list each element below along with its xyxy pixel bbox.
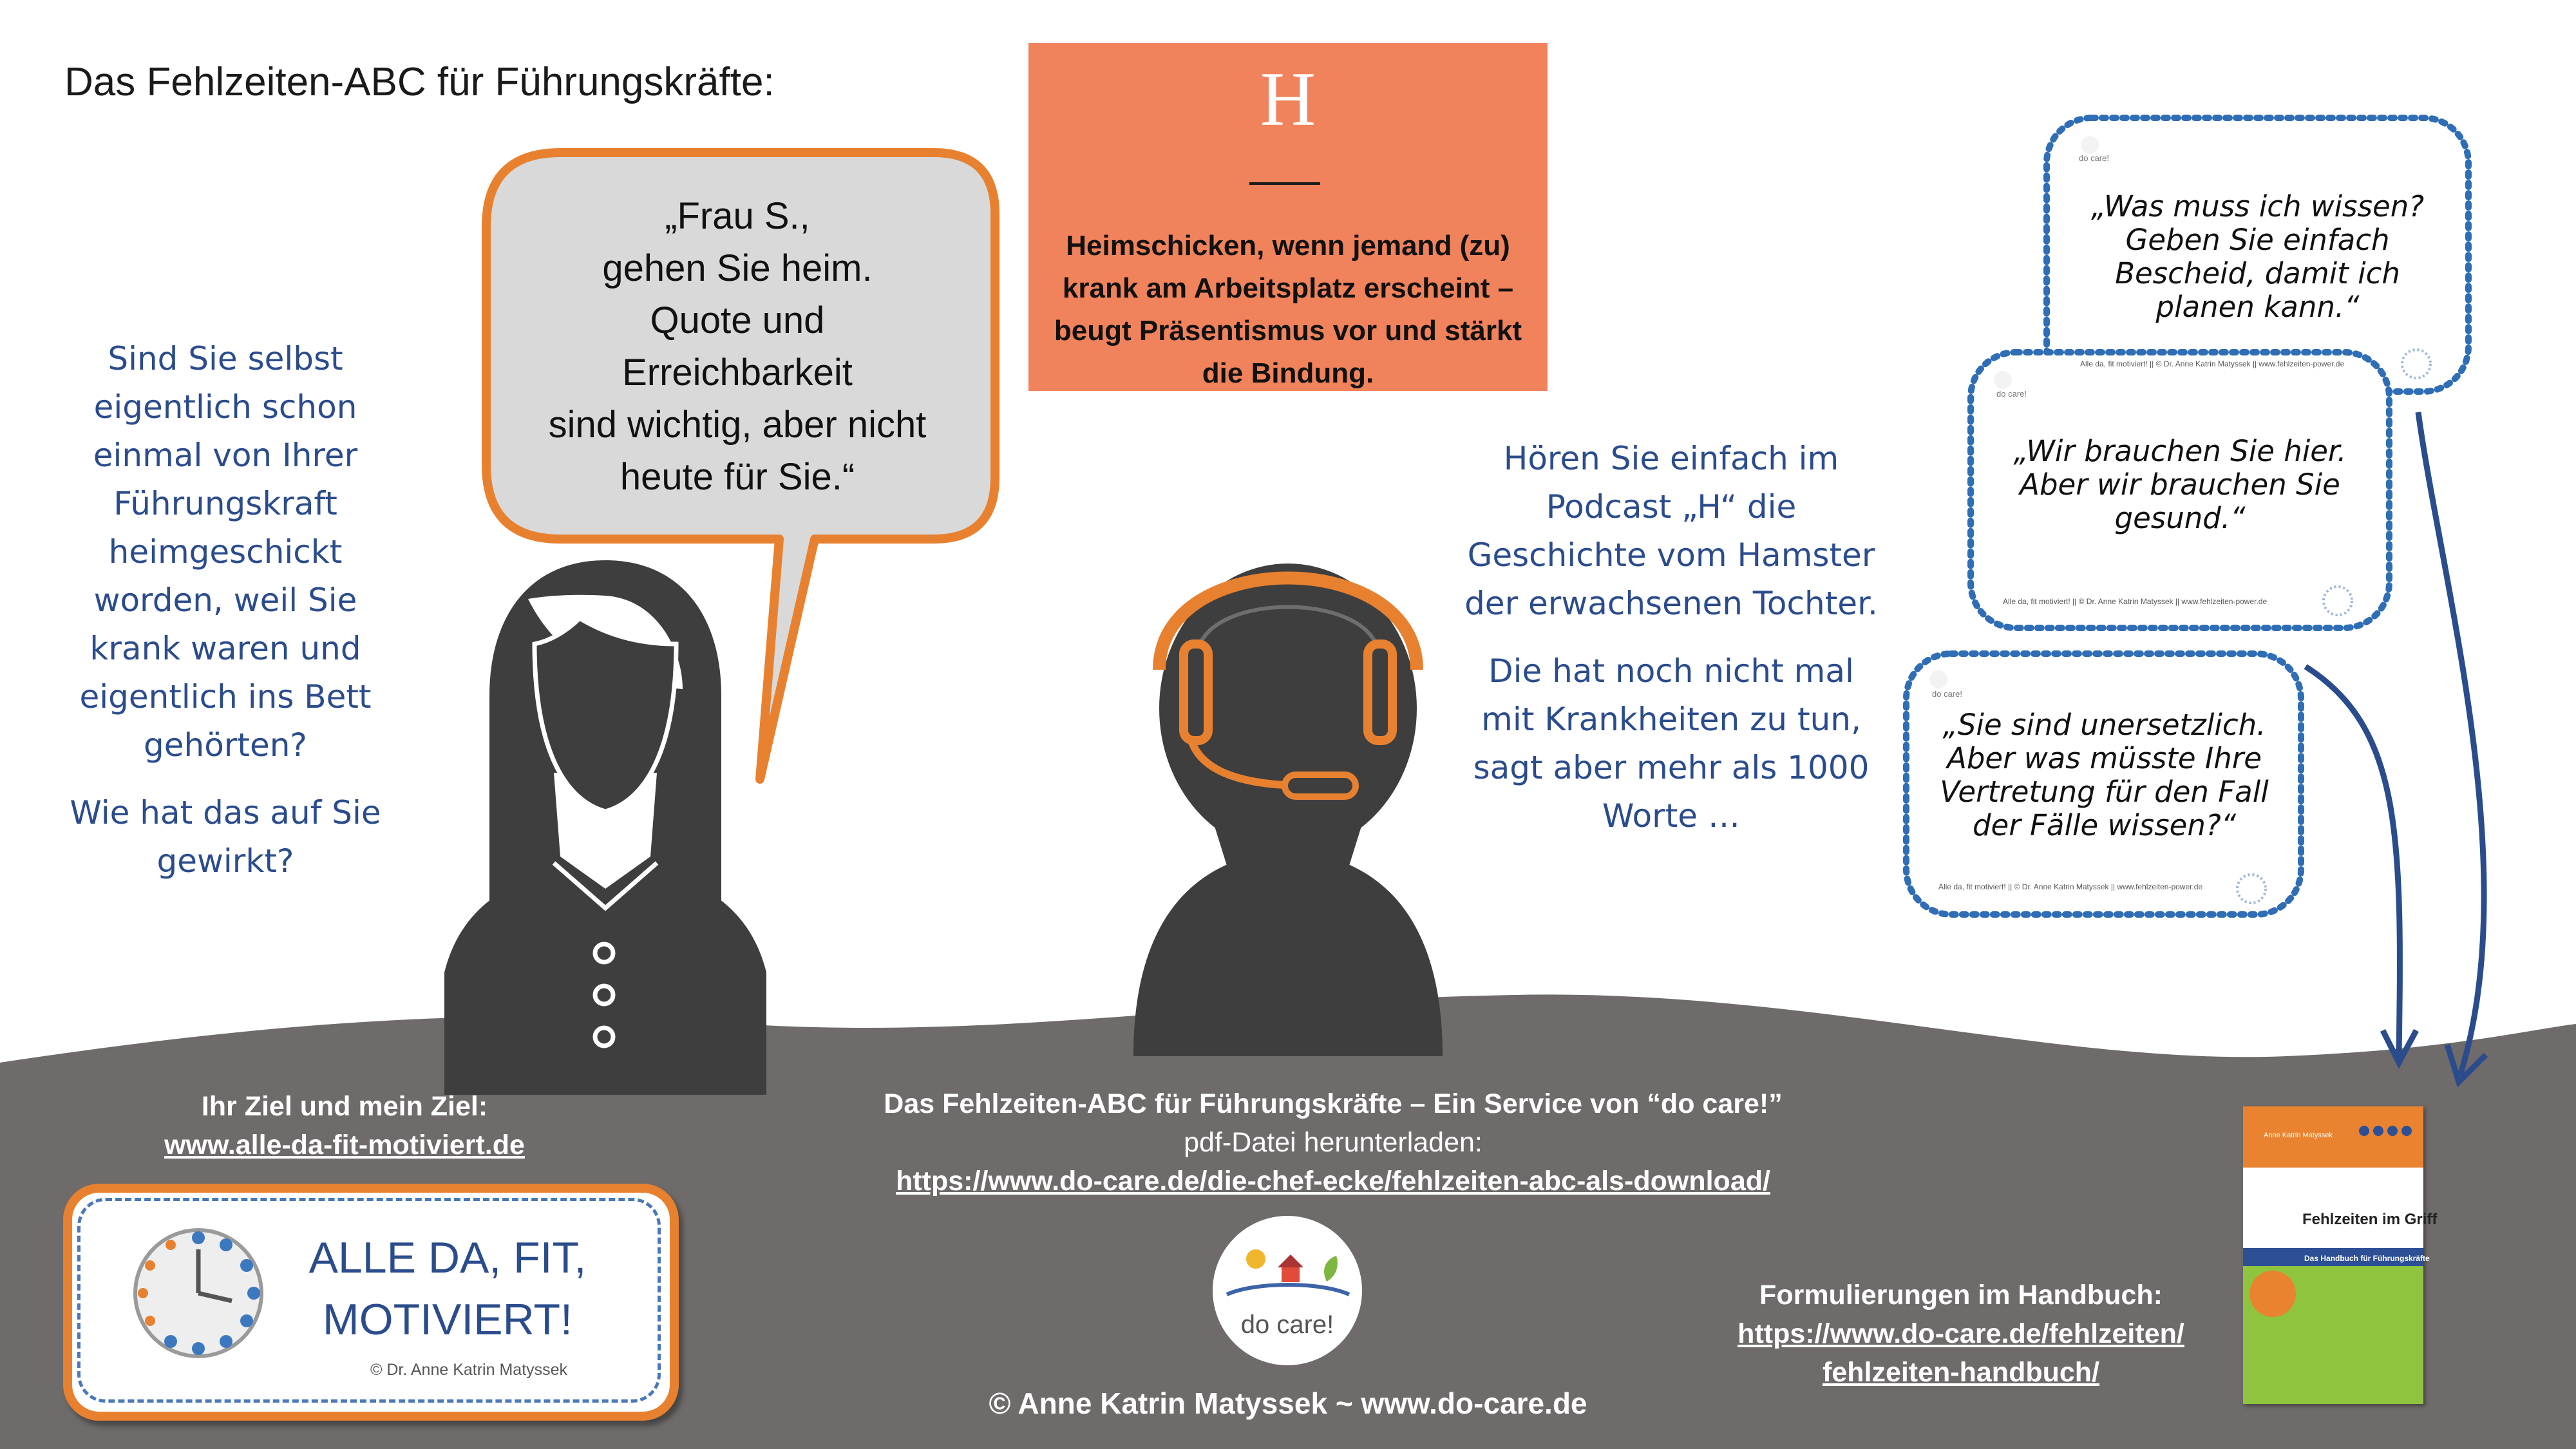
left-question-text: Sind Sie selbst eigentlich schon einmal von Ihrer Führungskraft heimgeschickt worden, weil Sie krank waren und eigentlich ins Bett gehörten? [79, 340, 372, 764]
card-quote: „Sie sind unersetzlich. Aber was müsste Ihre Vertretung für den Fall der Fälle wissen?“ [1940, 708, 2269, 842]
letter-card-text: Heimschicken, wenn jemand (zu) krank am Arbeitsplatz erscheint – beugt Präsentismus vor und stärkt die Bindung. [1054, 230, 1522, 389]
card-footer: Alle da, fit motiviert! || © Dr. Anne Katrin Matyssek || www.fehlzeiten-power.de [2003, 597, 2268, 606]
card-quote: „Wir brauchen Sie hier. Aber wir brauchen Sie gesund.“ [2013, 434, 2347, 535]
speech-line: „Frau S., [665, 195, 810, 237]
clock-card-credit: © Dr. Anne Katrin Matyssek [370, 1361, 568, 1379]
download-label: pdf-Datei herunterladen: [1184, 1127, 1482, 1158]
copyright-line: © Anne Katrin Matyssek ~ www.do-care.de [989, 1387, 1587, 1420]
speech-line: heute für Sie.“ [620, 456, 855, 498]
speech-line: sind wichtig, aber nicht [548, 404, 927, 446]
speech-line: gehen Sie heim. [602, 247, 873, 289]
goal-link[interactable]: www.alle-da-fit-motiviert.de [164, 1130, 525, 1160]
book-author: Anne Katrin Matyssek [2264, 1132, 2333, 1139]
speech-line: Quote und [650, 299, 825, 341]
clock-card-line-2: MOTIVIERT! [323, 1295, 573, 1344]
goal-label: Ihr Ziel und mein Ziel: [201, 1091, 488, 1122]
card-quote: „Was muss ich wissen? Geben Sie einfach Bescheid, damit ich planen kann.“ [2090, 189, 2425, 324]
left-question-followup: Wie hat das auf Sie gewirkt? [70, 794, 381, 880]
podcast-text-p2: Die hat noch nicht mal mit Krankheiten zu tun, sagt aber mehr als 1000 Worte … [1473, 652, 1870, 835]
card-footer: Alle da, fit motiviert! || © Dr. Anne Katrin Matyssek || www.fehlzeiten-power.de [1938, 882, 2203, 891]
speech-line: Erreichbarkeit [622, 352, 853, 393]
clock-card-line-1: ALLE DA, FIT, [308, 1233, 587, 1282]
page-title: Das Fehlzeiten-ABC für Führungskräfte: [64, 60, 775, 104]
clock-card-text [303, 1227, 592, 1350]
card-logo: do care! [1996, 389, 2027, 399]
handbook-link-line-1[interactable]: https://www.do-care.de/fehlzeiten/ [1738, 1318, 2184, 1349]
book-title: Fehlzeiten im Griff [2302, 1211, 2438, 1228]
service-line: Das Fehlzeiten-ABC für Führungskräfte – Ein Service von “do care!” [884, 1088, 1783, 1119]
card-logo: do care! [1932, 689, 1962, 699]
handbook-link-line-2[interactable]: fehlzeiten-handbuch/ [1823, 1357, 2099, 1388]
book-subtitle: Das Handbuch für Führungskräfte [2304, 1254, 2430, 1263]
card-logo: do care! [2079, 153, 2109, 163]
letter-card-letter: H [1260, 56, 1316, 142]
podcast-text-p1: Hören Sie einfach im Podcast „H“ die Geschichte vom Hamster der erwachsenen Tochter. [1464, 440, 1878, 622]
download-link[interactable]: https://www.do-care.de/die-chef-ecke/fehlzeiten-abc-als-download/ [896, 1166, 1770, 1197]
do-care-logo-text: do care! [1240, 1311, 1334, 1339]
card-footer: Alle da, fit motiviert! || © Dr. Anne Katrin Matyssek || www.fehlzeiten-power.de [2080, 359, 2345, 368]
handbook-label: Formulierungen im Handbuch: [1759, 1280, 2163, 1311]
